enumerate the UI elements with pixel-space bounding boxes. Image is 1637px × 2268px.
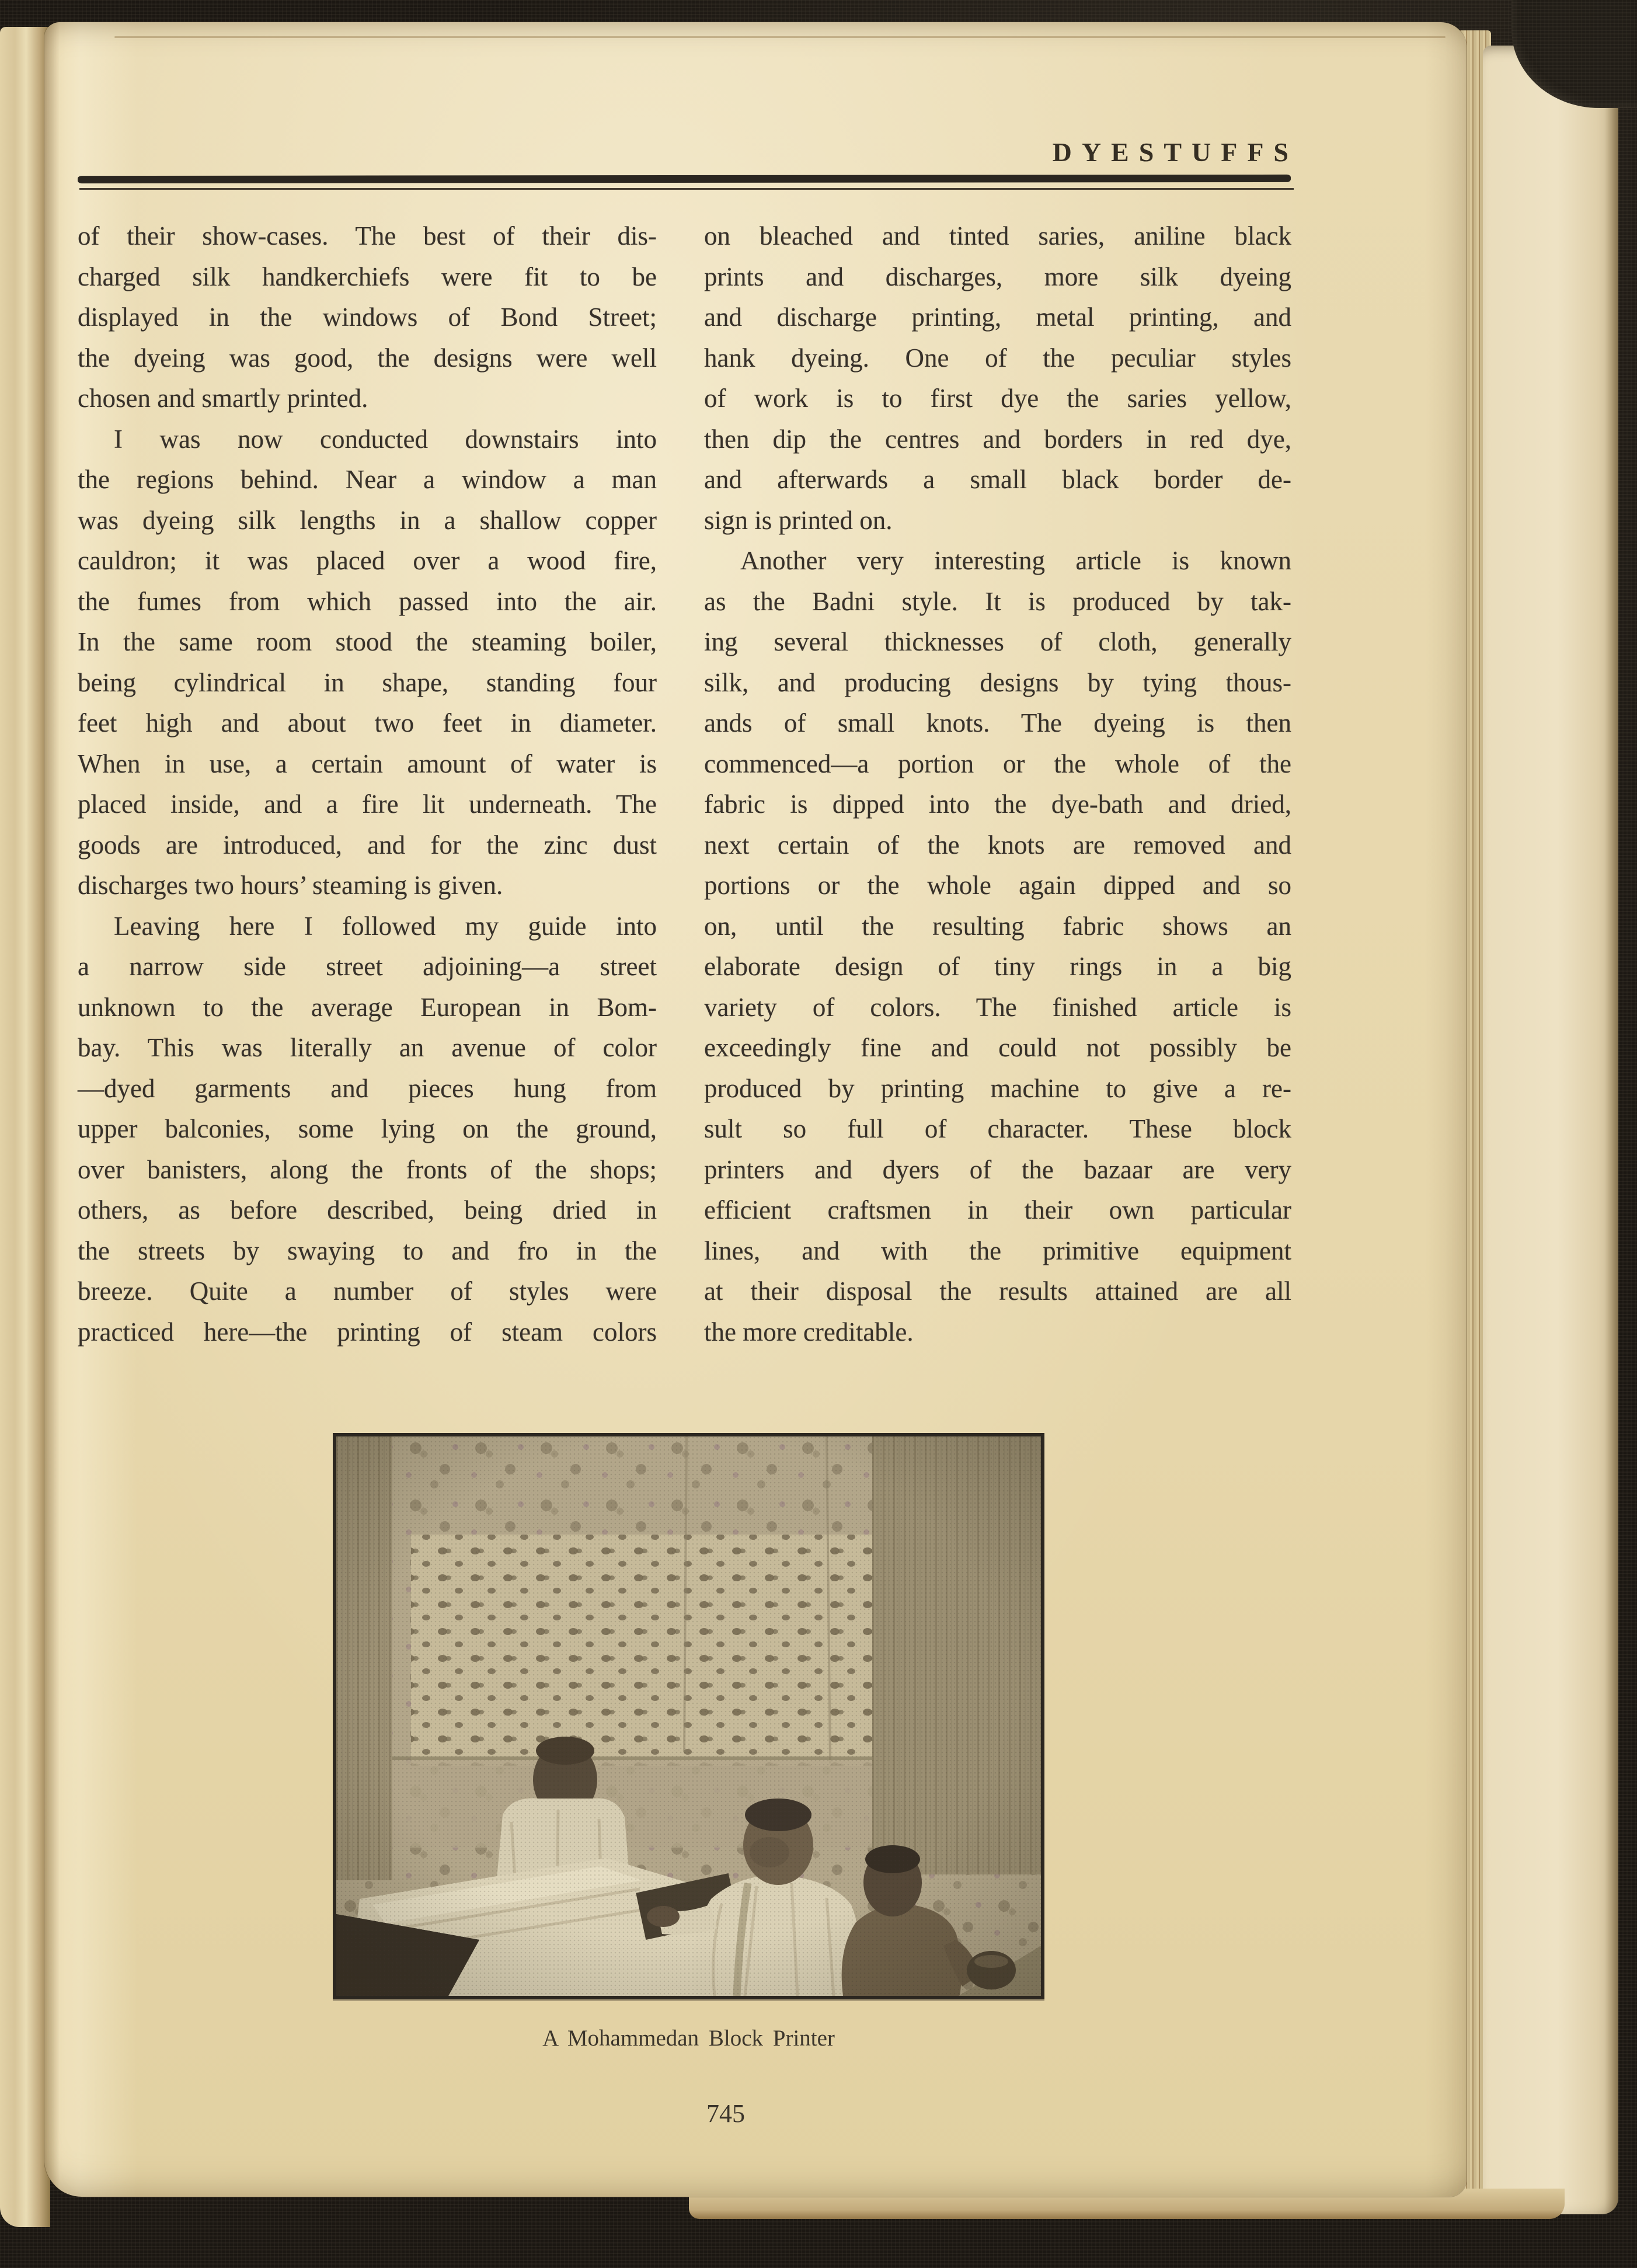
text-line: then dip the centres and borders in red dye, <box>704 424 1291 454</box>
text-line: In the same room stood the steaming boiler, <box>78 627 657 656</box>
text-line: being cylindrical in shape, standing four <box>78 667 657 697</box>
text-line: exceedingly fine and could not possibly be <box>704 1033 1291 1062</box>
text-line: lines, and with the primitive equipment <box>704 1236 1291 1265</box>
text-line: displayed in the windows of Bond Street; <box>78 302 657 332</box>
text-line: next certain of the knots are removed and <box>704 830 1291 860</box>
text-line: goods are introduced, and for the zinc dust <box>78 830 657 860</box>
text-line: unknown to the average European in Bom- <box>78 992 657 1022</box>
photo-vignette <box>336 1436 1041 1996</box>
text-column-right <box>704 216 1291 1352</box>
text-line: sign is printed on. <box>704 505 893 535</box>
text-line: cauldron; it was placed over a wood fire, <box>78 546 657 575</box>
text-line: Another very interesting article is known <box>740 546 1291 575</box>
text-line: as the Badni style. It is produced by tak- <box>704 586 1291 616</box>
text-line: I was now conducted downstairs into <box>114 424 657 454</box>
text-line: the dyeing was good, the designs were well <box>78 343 657 373</box>
text-line: breeze. Quite a number of styles were <box>78 1276 657 1306</box>
text-line: of work is to first dye the saries yellow, <box>704 384 1291 413</box>
text-line: over banisters, along the fronts of the shops; <box>78 1154 657 1184</box>
text-line: chosen and smartly printed. <box>78 384 368 413</box>
text-line: others, as before described, being dried in <box>78 1195 657 1225</box>
photo-block-printer <box>333 1433 1044 1999</box>
text-column-left <box>78 216 657 1352</box>
text-line: practiced here—the printing of steam colors <box>78 1317 657 1347</box>
text-line: the fumes from which passed into the air. <box>78 586 657 616</box>
text-line: discharges two hours’ steaming is given. <box>78 871 503 900</box>
text-line: elaborate design of tiny rings in a big <box>704 952 1291 981</box>
text-line: the more creditable. <box>704 1317 914 1347</box>
facing-page-edge <box>0 27 50 2227</box>
text-line: hank dyeing. One of the peculiar styles <box>704 343 1291 373</box>
text-line: portions or the whole again dipped and so <box>704 871 1291 900</box>
text-line: on bleached and tinted saries, aniline black <box>704 221 1291 251</box>
scanned-page <box>44 22 1467 2197</box>
text-line: was dyeing silk lengths in a shallow copper <box>78 505 657 535</box>
text-line: silk, and producing designs by tying thous- <box>704 667 1291 697</box>
header-rule-thin <box>79 188 1294 190</box>
text-line: Leaving here I followed my guide into <box>114 911 657 941</box>
running-header: DYESTUFFS <box>1052 137 1298 167</box>
text-line: When in use, a certain amount of water is <box>78 749 657 778</box>
text-line: a narrow side street adjoining—a street <box>78 952 657 981</box>
text-line: efficient craftsmen in their own particular <box>704 1195 1291 1225</box>
text-line: ands of small knots. The dyeing is then <box>704 708 1291 738</box>
text-line: fabric is dipped into the dye-bath and dried, <box>704 789 1291 819</box>
photo-caption: A Mohammedan Block Printer <box>542 2026 835 2051</box>
text-line: the streets by swaying to and fro in the <box>78 1236 657 1265</box>
text-line: commenced—a portion or the whole of the <box>704 749 1291 778</box>
text-line: at their disposal the results attained are all <box>704 1276 1291 1306</box>
text-line: printers and dyers of the bazaar are very <box>704 1154 1291 1184</box>
under-leaf-edge <box>114 36 1446 38</box>
page-number: 745 <box>706 2099 745 2128</box>
text-line: on, until the resulting fabric shows an <box>704 911 1291 941</box>
text-line: sult so full of character. These block <box>704 1114 1291 1143</box>
text-line: bay. This was literally an avenue of color <box>78 1033 657 1062</box>
text-line: of their show-cases. The best of their dis- <box>78 221 657 251</box>
text-line: upper balconies, some lying on the ground, <box>78 1114 657 1143</box>
text-line: feet high and about two feet in diameter. <box>78 708 657 738</box>
text-line: prints and discharges, more silk dyeing <box>704 262 1291 291</box>
text-line: —dyed garments and pieces hung from <box>78 1073 657 1103</box>
header-rule-thick <box>78 175 1291 183</box>
text-line: the regions behind. Near a window a man <box>78 465 657 494</box>
next-page-edge <box>1483 46 1618 2214</box>
text-line: and discharge printing, metal printing, and <box>704 302 1291 332</box>
text-line: produced by printing machine to give a re- <box>704 1073 1291 1103</box>
text-line: variety of colors. The finished article is <box>704 992 1291 1022</box>
text-line: placed inside, and a fire lit underneath. The <box>78 789 657 819</box>
text-line: charged silk handkerchiefs were fit to be <box>78 262 657 291</box>
text-line: and afterwards a small black border de- <box>704 465 1291 494</box>
text-line: ing several thicknesses of cloth, generally <box>704 627 1291 656</box>
photo-image <box>336 1436 1041 1996</box>
